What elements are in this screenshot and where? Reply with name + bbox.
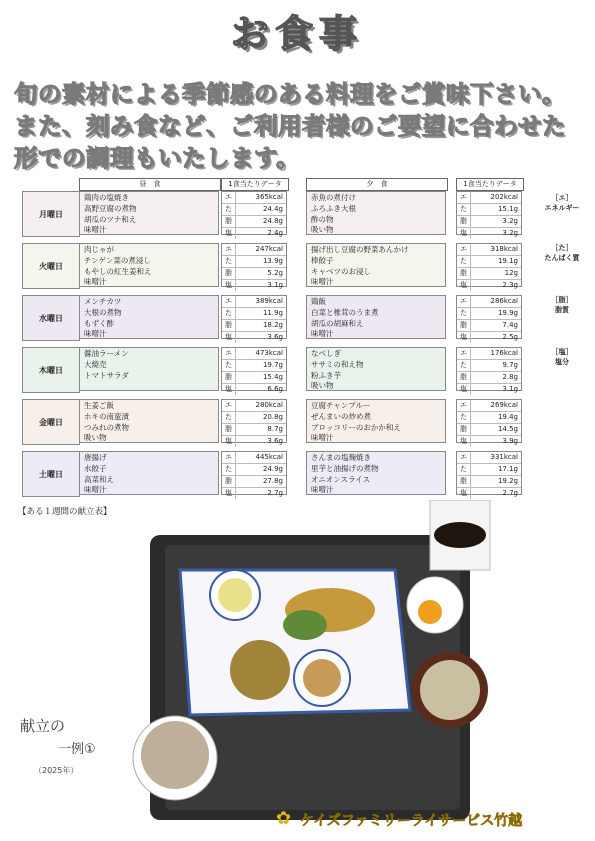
handwritten-label-2: 一例① [58,742,96,757]
dinner-menu [306,399,446,443]
legend-label: 塩分 [555,358,569,366]
nutrient-key: 塩 [222,488,236,499]
nutrient-value: 8.7g [267,425,283,433]
nutrient-key: た [222,360,236,371]
lunch-nutrition [221,191,287,235]
legend-item [534,295,590,315]
nutrient-key: 脂 [222,424,236,435]
nutrient-key: 塩 [457,228,471,239]
nutrient-value: 269kcal [490,401,518,409]
menu-item: もやしの紅生姜和え [84,266,152,276]
nutrient-key: た [222,412,236,423]
nutrient-key: エ [222,244,236,255]
handwritten-label-1: 献立の [20,717,66,735]
menu-item: 棒餃子 [311,255,334,265]
menu-item: 胡瓜のツナ和え [84,214,137,224]
nutrient-value: 202kcal [490,193,518,201]
nutrient-value: 3.6g [267,437,283,445]
nutrient-key: 塩 [457,280,471,291]
nutrient-value: 445kcal [255,453,283,461]
nutrient-key: エ [222,400,236,411]
menu-item: 鶏肉の塩焼き [84,193,129,202]
menu-item: 胡瓜の胡麻和え [311,318,364,328]
legend-key: ［エ］ [551,194,573,202]
nutrient-value: 331kcal [490,453,518,461]
menu-item: 水餃子 [84,463,107,473]
menu-item: ブロッコリーのおかか和え [311,422,401,432]
legend-key: ［た］ [551,244,573,252]
nutrient-value: 365kcal [255,193,283,201]
day-label: 水曜日 [22,295,80,341]
nutrient-key: 脂 [222,476,236,487]
legend-key: ［塩］ [551,348,573,356]
nutrient-value: 11.9g [262,309,283,317]
nutrient-value: 3.1g [267,281,283,289]
nutrient-value: 5.2g [267,269,283,277]
menu-item: 醤油ラーメン [84,349,129,358]
menu-item: 味噌汁 [311,277,334,287]
nutrient-key: 脂 [457,372,471,383]
lunch-menu [79,399,219,443]
menu-item: さんまの塩麹焼き [311,453,371,462]
simmered-vegetables [230,640,290,700]
nutrient-value: 19.2g [497,477,518,485]
dinner-nutrition [456,347,522,391]
nutrient-key: 脂 [457,268,471,279]
dinner-nutrition [456,399,522,443]
nutrient-key: エ [457,400,471,411]
nutrient-value: 14.5g [497,425,518,433]
nutrient-key: た [222,204,236,215]
nutrient-value: 2.4g [267,229,283,237]
legend-key: ［脂］ [551,296,573,304]
nutrient-key: た [457,464,471,475]
nutrient-value: 3.6g [267,333,283,341]
nutrient-value: 2.8g [502,373,518,381]
lunch-nutrition [221,243,287,287]
nutrient-key: 脂 [457,476,471,487]
handwritten-year: （2025年） [34,766,79,775]
nutrient-key: エ [457,244,471,255]
menu-item: 味噌汁 [84,329,107,339]
nutrient-value: 12g [504,269,518,277]
menu-item: 揚げ出し豆腐の野菜あんかけ [311,245,409,254]
page-title: お食事 [230,12,363,56]
nutrient-value: 2.7g [502,489,518,497]
nutrient-value: 6.6g [267,385,283,393]
nutrient-key: 脂 [457,424,471,435]
menu-item: ササミの和え物 [311,359,364,369]
dinner-menu [306,295,446,339]
nutrient-key: 脂 [222,372,236,383]
nutrient-value: 17.1g [497,465,518,473]
nutrient-value: 3.2g [502,217,518,225]
nutrient-key: 塩 [222,384,236,395]
nutrient-key: 脂 [457,216,471,227]
nutrient-key: 塩 [222,280,236,291]
nutrient-key: 塩 [222,332,236,343]
menu-item: 吸い物 [311,381,334,391]
lunch-nutrition [221,295,287,339]
nutrient-value: 15.1g [497,205,518,213]
dinner-nutrition-header: 1食当たりデータ [456,178,524,191]
menu-item: 里芋と油揚げの煮物 [311,463,379,473]
menu-item: 味噌汁 [311,433,334,443]
nutrient-value: 13.9g [262,257,283,265]
nutrient-key: 塩 [222,228,236,239]
nutrient-key: た [457,204,471,215]
nutrient-value: 24.8g [262,217,283,225]
legend-label: エネルギー [544,204,580,212]
nutrient-key: 塩 [457,384,471,395]
nutrient-key: た [457,308,471,319]
nutrient-value: 2.5g [502,333,518,341]
menu-item: ぜんまいの炒め煮 [311,411,371,421]
nutrient-key: エ [222,192,236,203]
day-label: 火曜日 [22,243,80,289]
menu-item: ホキの南蛮漬 [84,411,129,421]
table-caption: 【ある１週間の献立表】 [18,507,112,517]
nutrient-value: 2.3g [502,281,518,289]
dinner-nutrition [456,295,522,339]
menu-item: 高野豆腐の煮物 [84,203,137,213]
lunch-menu [79,347,219,391]
nutrient-value: 27.8g [262,477,283,485]
nutrient-value: 20.8g [262,413,283,421]
menu-item: 赤魚の煮付け [311,193,356,202]
nutrient-key: 脂 [222,320,236,331]
nutrient-key: 脂 [222,268,236,279]
lunch-nutrition [221,451,287,495]
nutrient-key: 塩 [457,332,471,343]
menu-item: 味噌汁 [84,225,107,235]
day-label: 金曜日 [22,399,80,445]
menu-item: 白菜と椎茸のうま煮 [311,307,379,317]
lunch-nutrition [221,399,287,443]
brand-name: ケイズファミリーライサービス竹越 [300,813,523,829]
dinner-menu [306,347,446,391]
nutrient-value: 389kcal [255,297,283,305]
dinner-menu [306,451,446,495]
menu-item: 高菜和え [84,474,114,484]
nutrient-value: 19.7g [262,361,283,369]
nutrient-value: 19.9g [497,309,518,317]
nutrient-key: た [222,256,236,267]
menu-item: ふろふき大根 [311,203,356,213]
menu-item: 味噌汁 [84,485,107,495]
nutrient-key: 塩 [457,436,471,447]
nutrient-value: 2.7g [267,489,283,497]
dinner-menu [306,191,446,235]
nutrient-value: 3.9g [502,437,518,445]
menu-item: 唐揚げ [84,453,107,462]
menu-item: 吸い物 [84,433,107,443]
dinner-header: 夕 食 [306,178,448,191]
nutrient-key: た [457,360,471,371]
nutrient-value: 247kcal [255,245,283,253]
menu-item: 粉ふき芋 [311,370,341,380]
menu-item: 味噌汁 [311,329,334,339]
lunch-menu [79,191,219,235]
menu-item: メンチカツ [84,297,122,306]
nutrient-value: 15.4g [262,373,283,381]
nutrient-value: 473kcal [255,349,283,357]
legend-item [534,347,590,367]
nutrient-key: た [222,308,236,319]
menu-item: キャベツのお浸し [311,266,371,276]
lunch-menu [79,451,219,495]
lunch-menu [79,295,219,339]
nutrient-value: 7.4g [502,321,518,329]
menu-item: 味噌汁 [311,485,334,495]
nutrient-value: 3.1g [502,385,518,393]
nutrient-key: た [457,256,471,267]
legend-item [534,193,590,213]
nutrient-key: エ [457,348,471,359]
legend-item [534,243,590,263]
lunch-menu [79,243,219,287]
nutrient-value: 286kcal [490,297,518,305]
lunch-nutrition-header: 1食当たりデータ [221,178,289,191]
day-label: 土曜日 [22,451,80,497]
legend-label: 脂質 [555,306,569,314]
menu-item: トマトサラダ [84,370,129,380]
legend-label: たんぱく質 [544,254,580,262]
nutrient-value: 24.9g [262,465,283,473]
nutrient-value: 318kcal [490,245,518,253]
menu-item: 大焼売 [84,359,107,369]
intro-text: 旬の素材による季節感のある料理をご賞味下さい。また、刻み食など、ご利用者様のご要望に合わせた形での調理もいたします。 [14,80,566,172]
nutrient-key: 塩 [457,488,471,499]
menu-item: もずく酢 [84,318,114,328]
dinner-nutrition [456,451,522,495]
menu-item: オニオンスライス [311,474,371,484]
menu-item: つみれの煮物 [84,422,129,432]
nutrient-key: エ [457,192,471,203]
menu-item: なべしぎ [311,349,341,358]
nutrient-key: た [457,412,471,423]
menu-item: 肉じゃが [84,245,114,254]
nutrient-value: 19.4g [497,413,518,421]
nutrient-key: た [222,464,236,475]
lunch-nutrition [221,347,287,391]
menu-item: 豆腐チャンプルー [311,401,371,410]
nutrient-value: 280kcal [255,401,283,409]
nutrient-value: 3.2g [502,229,518,237]
menu-item: 酢の物 [311,214,334,224]
menu-item: チンゲン菜の煮浸し [84,255,151,265]
nutrient-key: エ [222,348,236,359]
menu-item: 味噌汁 [84,277,107,287]
menu-item: 吸い物 [311,225,334,235]
lunch-header: 昼 食 [79,178,221,191]
nutrient-value: 176kcal [490,349,518,357]
dinner-menu [306,243,446,287]
nutrient-key: 脂 [457,320,471,331]
nutrient-value: 9.7g [502,361,518,369]
nutrient-value: 24.4g [262,205,283,213]
menu-item: 大根の煮物 [84,307,122,317]
nutrient-value: 19.1g [497,257,518,265]
meal-photo [130,500,505,820]
day-label: 木曜日 [22,347,80,393]
nutrient-key: 脂 [222,216,236,227]
dinner-nutrition [456,191,522,235]
day-label: 月曜日 [22,191,80,237]
menu-item: 鶏飯 [311,297,326,306]
menu-item: 生姜ご飯 [84,401,114,410]
nutrient-value: 18.2g [262,321,283,329]
nutrient-key: エ [222,452,236,463]
flower-icon: ✿ [276,808,292,829]
nutrient-key: エ [457,452,471,463]
nutrient-key: エ [457,296,471,307]
nutrient-key: 塩 [222,436,236,447]
dinner-nutrition [456,243,522,287]
nutrient-key: エ [222,296,236,307]
